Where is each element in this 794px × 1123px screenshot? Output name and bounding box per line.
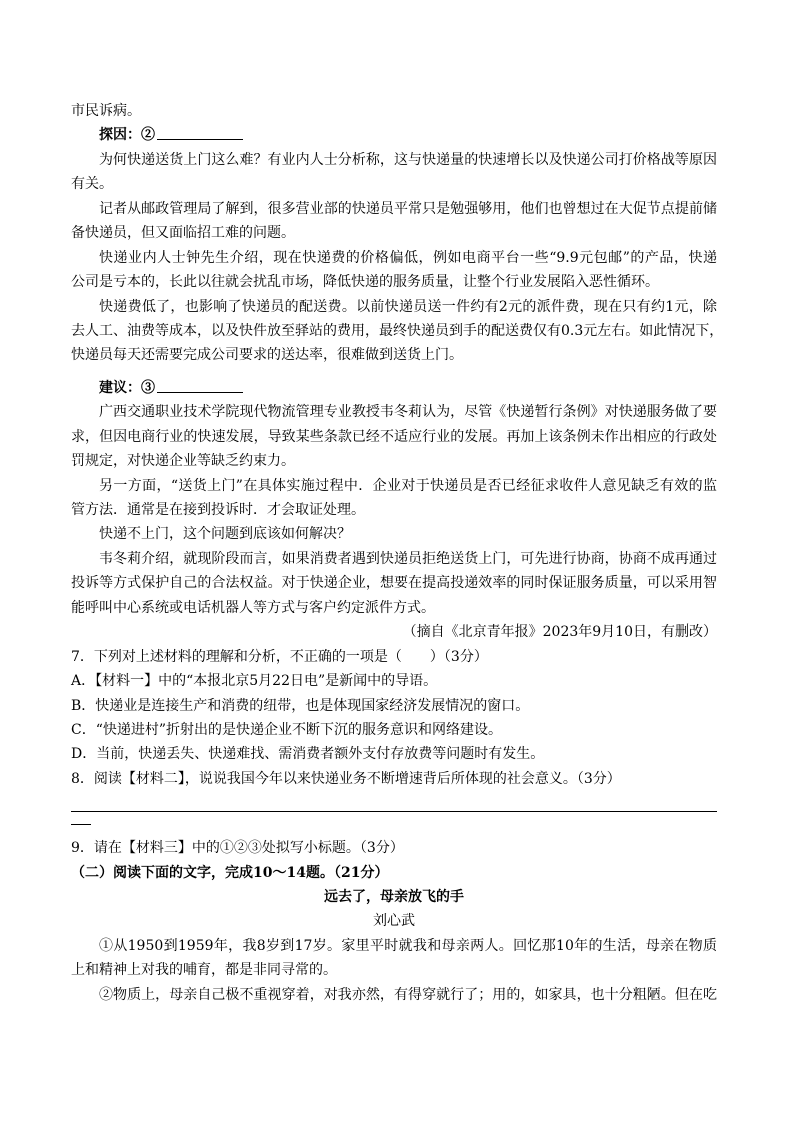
text-line: 公司是亏本的，长此以往就会扰乱市场，降低快递的服务质量，让整个行业发展陷入恶性循环。 [71,274,659,291]
text-line: 记者从邮政管理局了解到，很多营业部的快递员平常只是勉强够用，他们也曾想过在大促节点提前储 [99,200,717,217]
text-line: 快递业内人士钟先生介绍，现在快递费的价格偏低，例如电商平台一些“9.9元包邮”的产品，快递 [99,249,717,266]
text-line: 为何快递送货上门这么难？有业内人士分析称，这与快递量的快速增长以及快递公司打价格战等原因 [99,151,717,168]
text-line: 能呼叫中心系统或电话机器人等方式与客户约定派件方式。 [71,599,435,616]
text-line: 市民诉病。 [71,103,141,119]
option-c: C．“快递进村”折射出的是快递企业不断下沉的服务意识和网络建设。 [71,721,503,738]
option-a: A．【材料一】中的“本报北京5月22日电”是新闻中的导语。 [71,673,438,690]
text-line: 备快递员，但又面临招工难的问题。 [71,225,295,242]
answer-line-end [71,820,717,844]
answer-blank[interactable] [157,378,243,393]
subheading-label: 探因：② [99,127,155,144]
option-b: B．快递业是连接生产和消费的纽带，也是体现国家经济发展情况的窗口。 [71,697,530,714]
subheading-label: 建议：③ [99,379,155,396]
answer-blank[interactable] [157,125,243,140]
text-line: 上和精神上对我的哺育，都是非同寻常的。 [71,962,337,979]
option-d: D．当前，快递丢失、快递难找、需消费者额外支付存放费等问题时有发生。 [71,746,545,763]
article-title: 远去了，母亲放飞的手 [324,889,464,905]
answer-line[interactable] [71,795,717,819]
text-line: 有关。 [71,176,113,193]
article-author: 刘心武 [373,913,415,930]
text-line: 快递费低了，也影响了快递员的配送费。以前快递员送一件约有2元的派件费，现在只有约1元，除 [99,298,717,315]
text-line: 求，但因电商行业的快速发展，导致某些条款已经不适应行业的发展。再加上该条例未作出相应的行政处 [71,428,717,445]
text-line: ①从1950到1959年，我8岁到17岁。家里平时就我和母亲两人。回忆那10年的生活，母亲在物质 [99,937,717,954]
text-line: 投诉等方式保护自己的合法权益。对于快递企业，想要在提高投递效率的同时保证服务质量，可以采用智 [71,575,717,592]
text-line: 罚规定，对快递企业等缺乏约束力。 [71,453,295,470]
source-citation: （摘自《北京青年报》2023年9月10日，有删改） [402,624,717,641]
text-line: 韦冬莉介绍，就现阶段而言，如果消费者遇到快递员拒绝送货上门，可先进行协商，协商不成再通过 [99,550,717,567]
question-9: 9．请在【材料三】中的①②③处拟写小标题。（3分） [71,840,404,857]
text-line: ②物质上，母亲自己极不重视穿着，对我亦然，有得穿就行了；用的，如家具，也十分粗陋。但在吃 [99,986,717,1003]
document-page [71,99,724,1007]
subheading-tanyin [71,123,717,147]
text-line: 快递不上门，这个问题到底该如何解决？ [99,526,351,543]
text-line: 广西交通职业技术学院现代物流管理专业教授韦冬莉认为，尽管《快递暂行条例》对快递服务做了要 [99,404,717,421]
text-line: 快递员每天还需要完成公司要求的送达率，很难做到送货上门。 [71,347,463,364]
question-8: 8．阅读【材料二】，说说我国今年以来快递业务不断增速背后所体现的社会意义。（3分） [71,770,621,787]
text-line: 管方法．通常是在接到投诉时．才会取证处理。 [71,502,365,518]
text-line: 去人工、油费等成本，以及快件放至驿站的费用，最终快递员到手的配送费仅有0.3元左右。如此情况下， [71,322,724,339]
question-7: 7．下列对上述材料的理解和分析，不正确的一项是（ ）（3分） [71,648,488,665]
text-line: 另一方面，“送货上门”在具体实施过程中．企业对于快递员是否已经征求收件人意见缺乏有效的监 [99,477,717,494]
section-heading: （二）阅读下面的文字，完成10～14题。（21分） [71,864,389,881]
subheading-jianyi [71,376,717,400]
